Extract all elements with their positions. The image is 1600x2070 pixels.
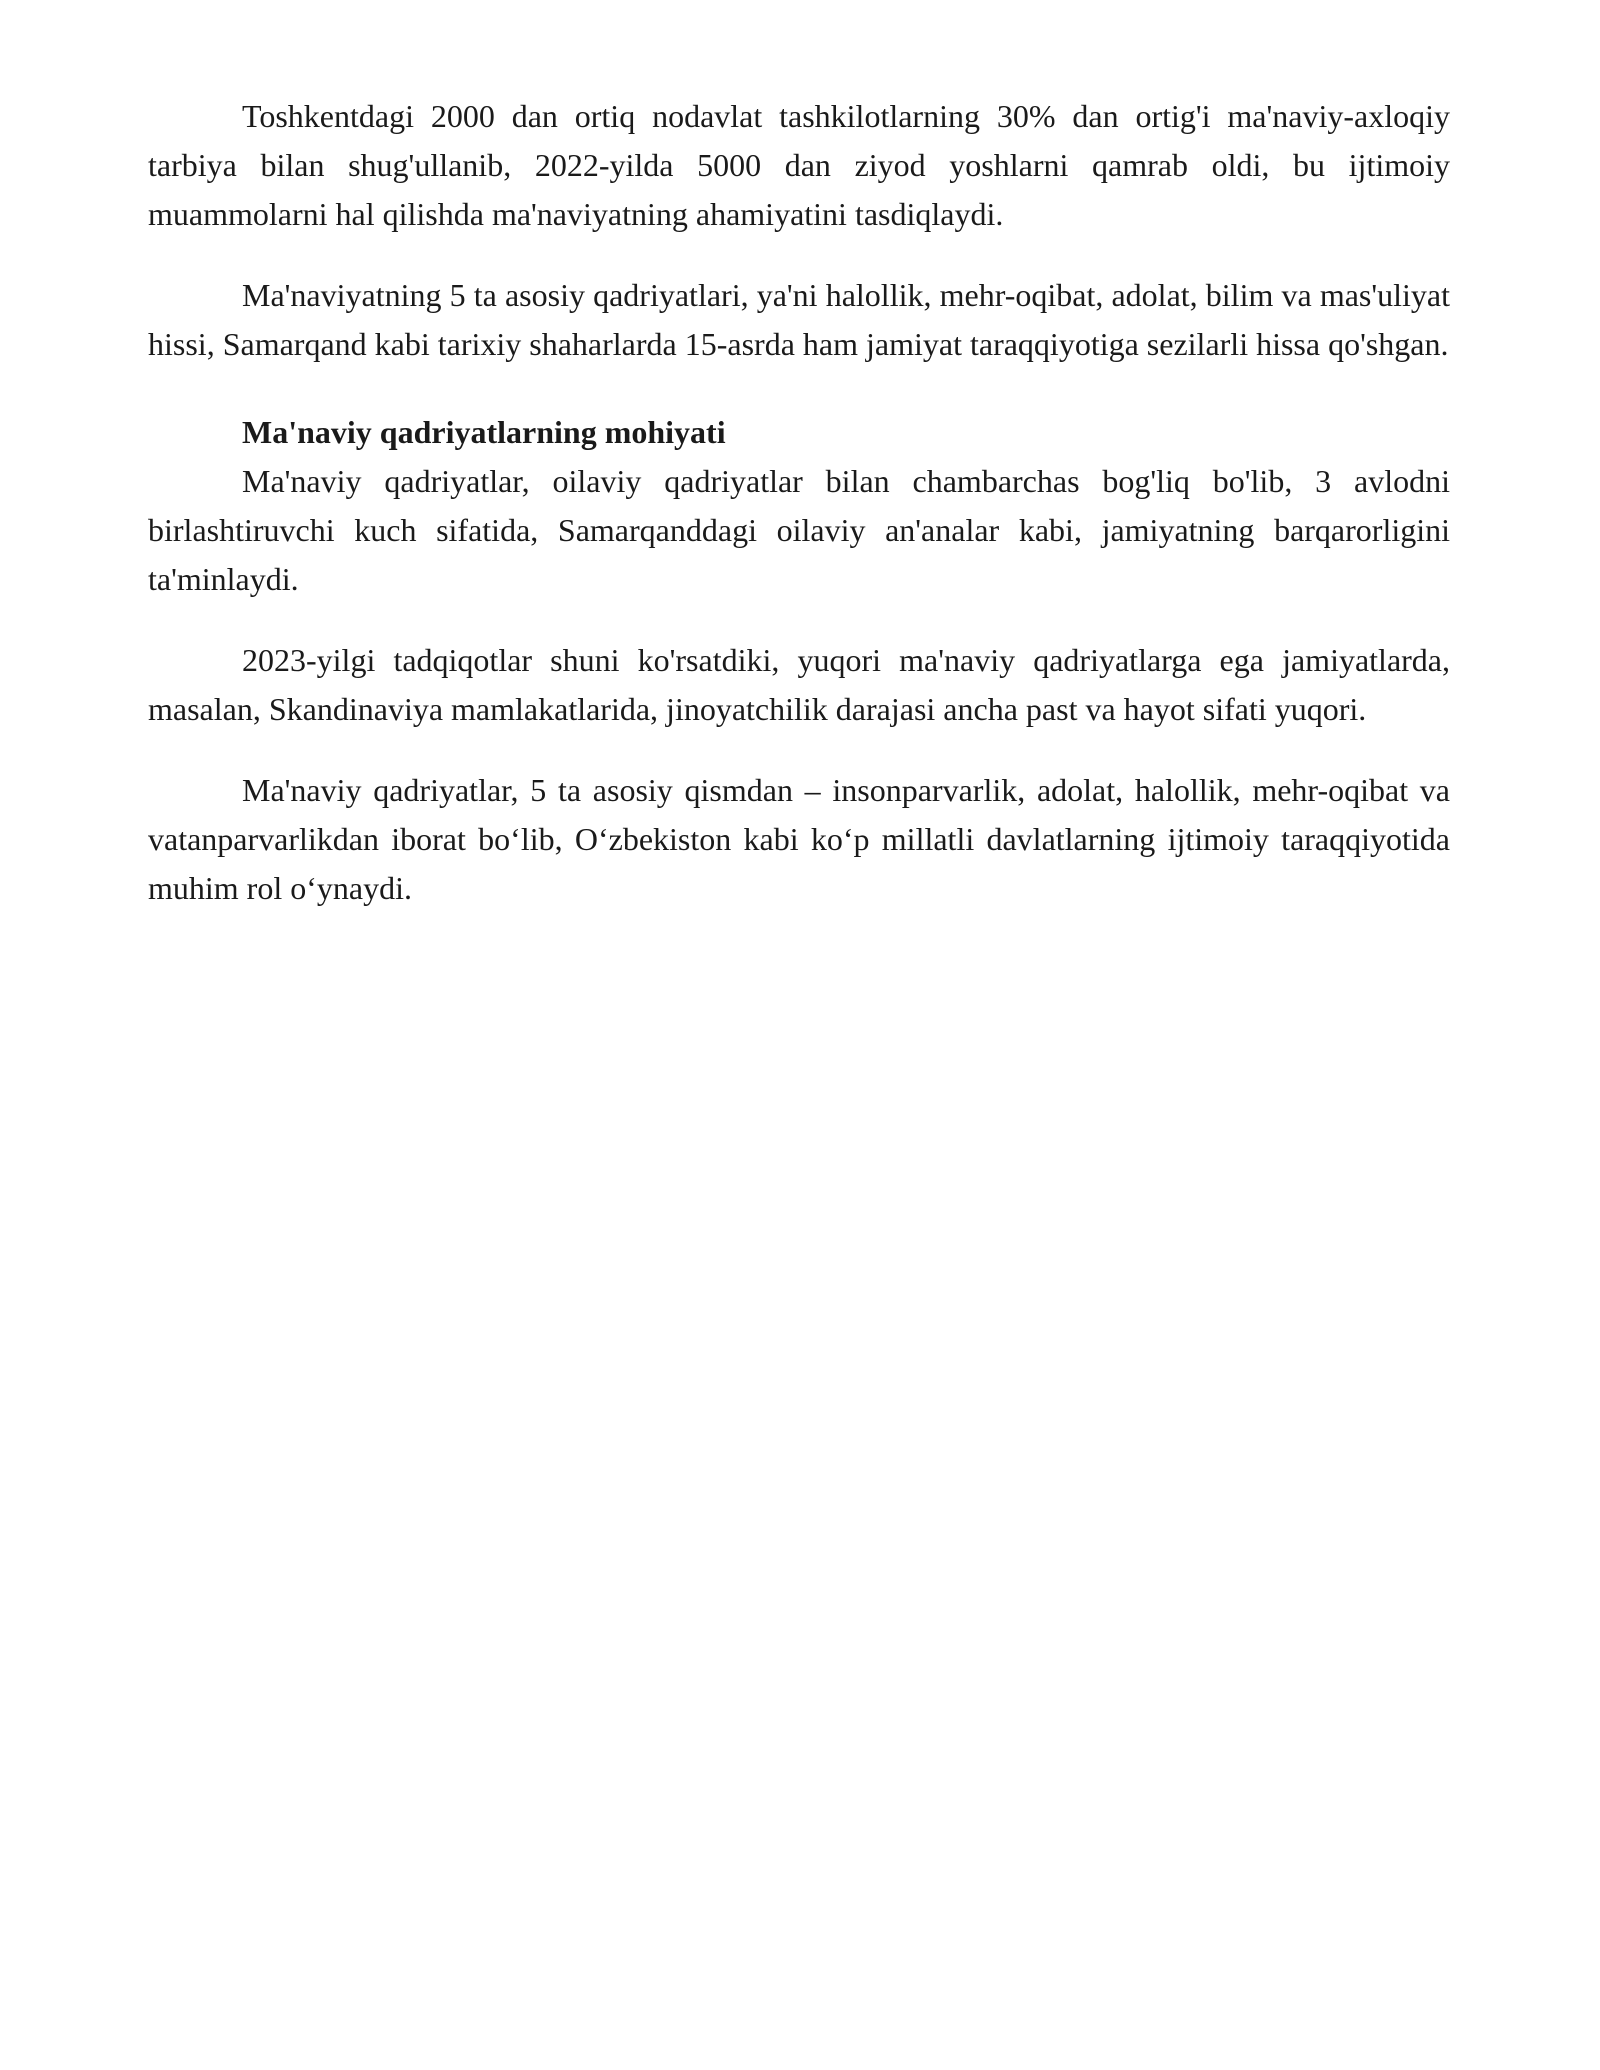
paragraph-ngo-statistics: Toshkentdagi 2000 dan ortiq nodavlat tashkilotlarning 30% dan ortig'i ma'naviy-axloqiy tarbiya bilan shug'ullanib, 2022-yilda 5000 dan ziyod yoshlarni qamrab oldi, bu ijtimoiy muammolarni hal qilishda ma'naviyatning ahamiyatini tasdiqlaydi. xyxy=(148,98,1450,232)
paragraph-research-2023: 2023-yilgi tadqiqotlar shuni ko'rsatdiki, yuqori ma'naviy qadriyatlarga ega jamiyatlarda, masalan, Skandinaviya mamlakatlarida, jinoyatchilik darajasi ancha past va hayot sifati yuqori. xyxy=(148,642,1450,727)
section-heading: Ma'naviy qadriyatlarning mohiyati xyxy=(242,414,726,450)
paragraph-family-values: Ma'naviy qadriyatlar, oilaviy qadriyatlar bilan chambarchas bog'liq bo'lib, 3 avlodni birlashtiruvchi kuch sifatida, Samarqanddagi oilaviy an'analar kabi, jamiyatning barqarorligini ta'minlaydi. xyxy=(148,463,1450,597)
document-body xyxy=(148,92,1450,913)
paragraph-five-components: Ma'naviy qadriyatlar, 5 ta asosiy qismdan – insonparvarlik, adolat, halollik, mehr-oqibat va vatanparvarlikdan iborat bo‘lib, O‘zbekiston kabi ko‘p millatli davlatlarning ijtimoiy taraqqiyotida muhim rol o‘ynaydi. xyxy=(148,772,1450,906)
paragraph-five-core-values: Ma'naviyatning 5 ta asosiy qadriyatlari, ya'ni halollik, mehr-oqibat, adolat, bilim va mas'uliyat hissi, Samarqand kabi tarixiy shaharlarda 15-asrda ham jamiyat taraqqiyotiga sezilarli hissa qo'shgan. xyxy=(148,277,1450,362)
